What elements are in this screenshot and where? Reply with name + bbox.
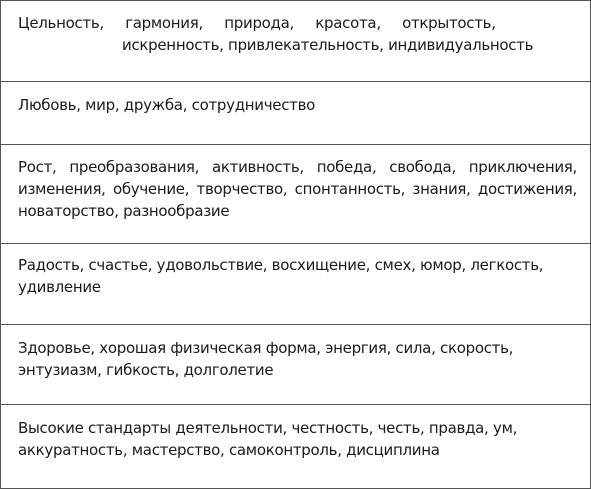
table-cell: Высокие стандарты деятельности, честность, честь, правда, ум, аккуратность, мастерство, самоконтроль, дисциплина bbox=[1, 405, 591, 489]
table-row bbox=[1, 82, 591, 145]
word: открытость, bbox=[402, 14, 496, 32]
table-cell: Здоровье, хорошая физическая форма, энергия, сила, скорость, энтузиазм, гибкость, долголетие bbox=[1, 325, 591, 405]
word: природа, bbox=[224, 14, 294, 32]
table-cell: Любовь, мир, дружба, сотрудничество bbox=[1, 82, 591, 145]
word: красота, bbox=[315, 14, 381, 32]
word: гармония, bbox=[125, 14, 203, 32]
table-row bbox=[1, 405, 591, 489]
table-cell: Рост, преобразования, активность, победа, свобода, приключения, изменения, обучение, творчество, спонтанность, знания, достижения, новаторство, разнообразие bbox=[1, 145, 591, 244]
cell-line: искренность, привлекательность, индивидуальность bbox=[122, 36, 534, 54]
table-row bbox=[1, 325, 591, 405]
table-cell: Радость, счастье, удовольствие, восхищение, смех, юмор, легкость, удивление bbox=[1, 244, 591, 325]
table-cell bbox=[1, 1, 591, 82]
table-row bbox=[1, 145, 591, 244]
cell-line bbox=[18, 12, 577, 34]
word: Цельность, bbox=[18, 14, 104, 32]
table-row bbox=[1, 244, 591, 325]
table-row bbox=[1, 1, 591, 82]
